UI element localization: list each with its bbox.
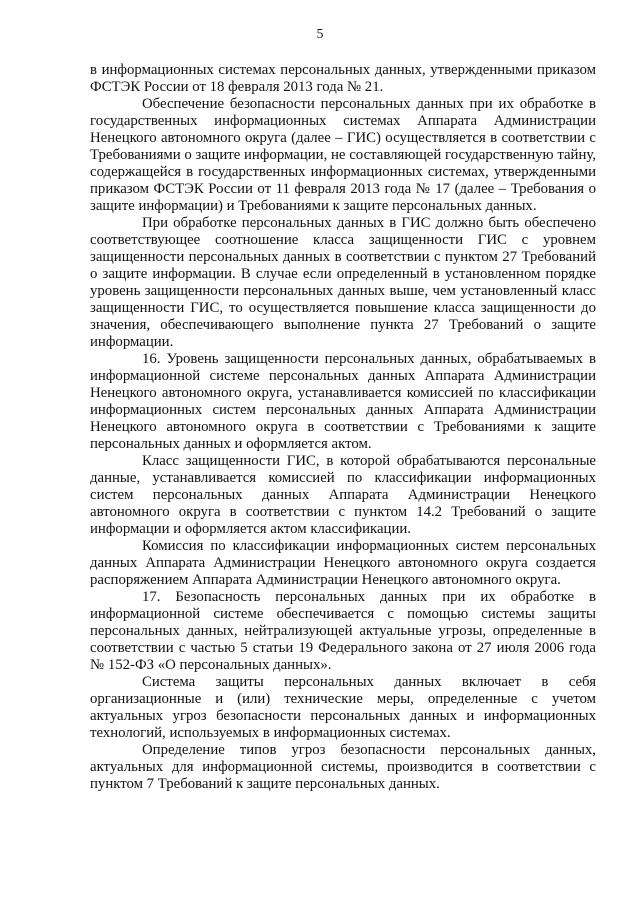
page-number: 5	[316, 27, 324, 42]
paragraph: Комиссия по классификации информационных систем персональных данных Аппарата Администрации Ненецкого автономного округа создается распоряжением Аппарата Администрации Ненецкого автономного округа.	[90, 538, 596, 588]
paragraph: Класс защищенности ГИС, в которой обрабатываются персональные данные, устанавливается комиссией по классификации информационных систем персональных данных Аппарата Администрации Ненецкого автономного округа в соответствии с пунктом 14.2 Требований о защите информации и оформляется актом классификации.	[90, 453, 596, 537]
document-body	[90, 62, 596, 793]
paragraph: Обеспечение безопасности персональных данных при их обработке в государственных информационных системах Аппарата Администрации Ненецкого автономного округа (далее – ГИС) осуществляется в соответствии с Требованиями о защите информации, не составляющей государственную тайну, содержащейся в государственных информационных системах, утвержденными приказом ФСТЭК России от 11 февраля 2013 года № 17 (далее – Требования о защите информации) и Требованиями к защите персональных данных.	[90, 96, 596, 214]
paragraph: Система защиты персональных данных включает в себя организационные и (или) технические меры, определенные с учетом актуальных угроз безопасности персональных данных и информационных технологий, используемых в информационных системах.	[90, 674, 596, 741]
paragraph: Определение типов угроз безопасности персональных данных, актуальных для информационной системы, производится в соответствии с пунктом 7 Требований к защите персональных данных.	[90, 742, 596, 792]
paragraph-continuation: в информационных системах персональных данных, утвержденными приказом ФСТЭК России от 18 февраля 2013 года № 21.	[90, 62, 596, 95]
paragraph-item-16: 16. Уровень защищенности персональных данных, обрабатываемых в информационной системе персональных данных Аппарата Администрации Ненецкого автономного округа, устанавливается комиссией по классификации информационных систем персональных данных Аппарата Администрации Ненецкого автономного округа в соответствии с Требованиями к защите персональных данных и оформляется актом.	[90, 351, 596, 452]
paragraph-item-17: 17. Безопасность персональных данных при их обработке в информационной системе обеспечивается с помощью системы защиты персональных данных, нейтрализующей актуальные угрозы, определенные в соответствии с частью 5 статьи 19 Федерального закона от 27 июля 2006 года № 152-ФЗ «О персональных данных».	[90, 589, 596, 673]
paragraph: При обработке персональных данных в ГИС должно быть обеспечено соответствующее соотношение класса защищенности ГИС с уровнем защищенности персональных данных в соответствии с пунктом 27 Требований о защите информации. В случае если определенный в установленном порядке уровень защищенности персональных данных выше, чем установленный класс защищенности ГИС, то осуществляется повышение класса защищенности до значения, обеспечивающего выполнение пункта 27 Требований о защите информации.	[90, 215, 596, 350]
